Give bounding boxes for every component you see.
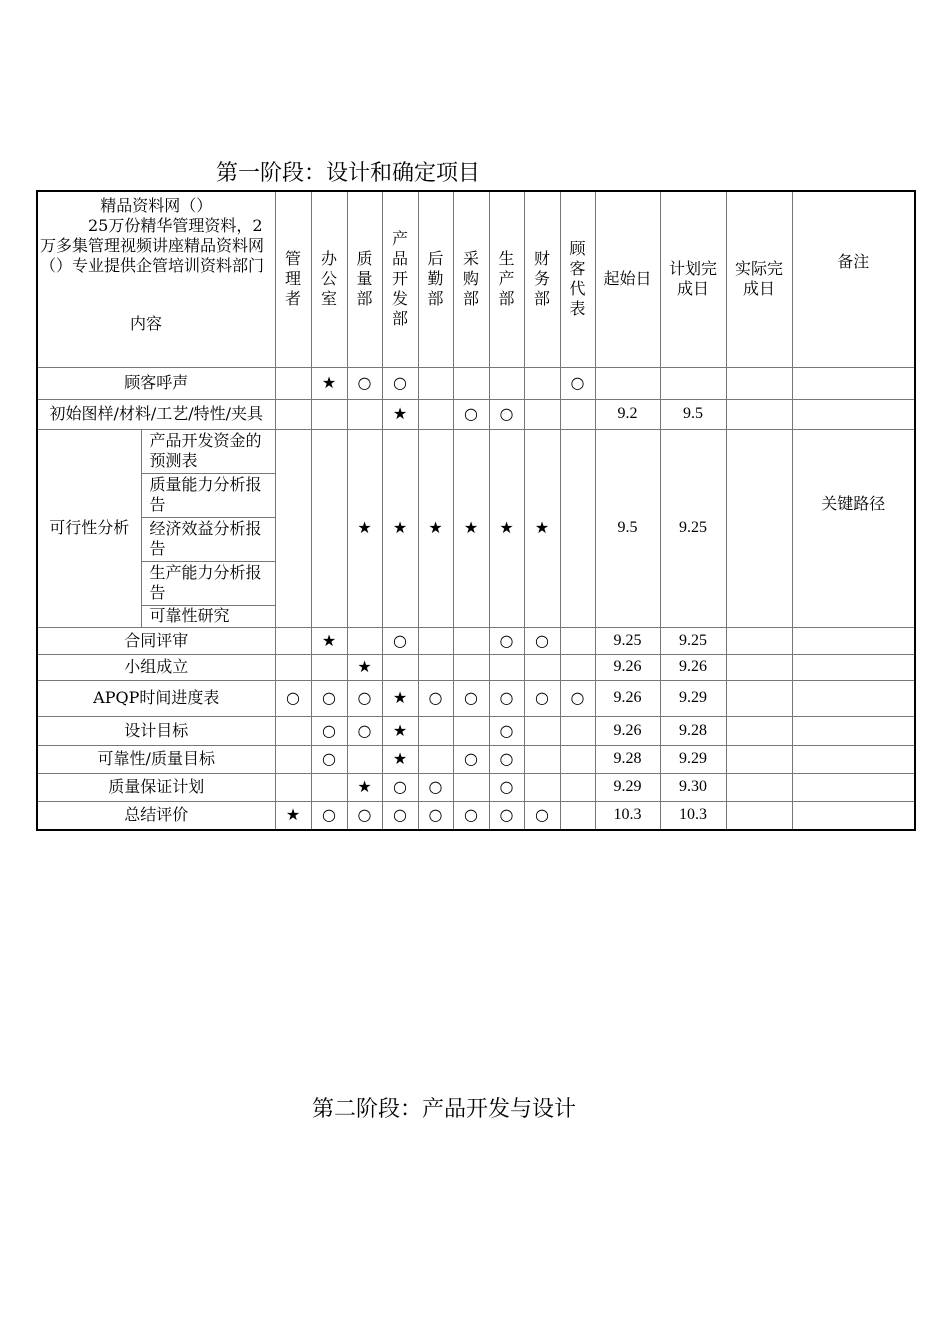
dept-mark	[524, 773, 560, 801]
dept-mark: ★	[524, 429, 560, 627]
start-date: 9.25	[595, 627, 660, 654]
dept-mark: ★	[418, 429, 453, 627]
dept-mark	[418, 399, 453, 429]
planned-completion: 9.5	[660, 399, 726, 429]
actual-completion	[726, 801, 792, 830]
dept-header-manager: 管理者	[275, 191, 311, 367]
start-date: 9.29	[595, 773, 660, 801]
dept-mark	[275, 367, 311, 399]
row-label: 合同评审	[37, 627, 275, 654]
dept-header-production: 生产部	[489, 191, 524, 367]
dept-mark	[489, 367, 524, 399]
dept-mark	[347, 627, 382, 654]
dept-mark: ○	[524, 627, 560, 654]
table-row	[37, 801, 915, 830]
dept-mark	[418, 716, 453, 745]
row-label: 初始图样/材料/工艺/特性/夹具	[37, 399, 275, 429]
dept-mark: ○	[382, 627, 418, 654]
remark	[792, 745, 915, 773]
dept-mark: ★	[311, 367, 347, 399]
dept-mark	[524, 654, 560, 680]
remark	[792, 627, 915, 654]
dept-mark: ○	[524, 680, 560, 716]
dept-mark: ○	[560, 367, 595, 399]
dept-header-finance: 财务部	[524, 191, 560, 367]
start-date: 9.26	[595, 680, 660, 716]
table-row	[37, 627, 915, 654]
dept-mark: ○	[382, 773, 418, 801]
dept-mark: ○	[489, 627, 524, 654]
remark	[792, 716, 915, 745]
dept-header-customer-rep: 顾客代表	[560, 191, 595, 367]
stage2-title: 第二阶段：产品开发与设计	[312, 1097, 577, 1122]
row-label: 设计目标	[37, 716, 275, 745]
start-date: 9.26	[595, 716, 660, 745]
actual-completion	[726, 627, 792, 654]
dept-mark: ○	[560, 680, 595, 716]
dept-mark: ○	[347, 801, 382, 830]
dept-header-logistics: 后勤部	[418, 191, 453, 367]
feasibility-sub-item: 生产能力分析报告	[141, 561, 275, 605]
planned-completion: 9.25	[660, 429, 726, 627]
actual-completion	[726, 716, 792, 745]
dept-mark	[275, 716, 311, 745]
dept-header-office: 办公室	[311, 191, 347, 367]
feasibility-sub-item: 产品开发资金的预测表	[141, 429, 275, 473]
dept-mark	[560, 745, 595, 773]
remark	[792, 680, 915, 716]
dept-mark	[453, 716, 489, 745]
dept-mark	[453, 367, 489, 399]
project-plan-table	[36, 190, 916, 831]
dept-mark: ○	[347, 716, 382, 745]
row-label: 可靠性/质量目标	[37, 745, 275, 773]
dept-mark: ○	[418, 680, 453, 716]
start-date-header: 起始日	[595, 191, 660, 367]
planned-completion: 9.29	[660, 745, 726, 773]
dept-header-purchasing: 采购部	[453, 191, 489, 367]
dept-mark	[453, 654, 489, 680]
actual-completion	[726, 429, 792, 627]
dept-mark: ○	[347, 680, 382, 716]
dept-mark	[489, 654, 524, 680]
dept-mark: ★	[382, 399, 418, 429]
dept-mark	[347, 745, 382, 773]
dept-mark: ○	[489, 716, 524, 745]
row-label: 顾客呼声	[37, 367, 275, 399]
dept-mark	[453, 627, 489, 654]
dept-mark: ○	[489, 745, 524, 773]
dept-mark	[560, 429, 595, 627]
remark	[792, 367, 915, 399]
remark	[792, 654, 915, 680]
dept-mark: ○	[489, 399, 524, 429]
start-date: 10.3	[595, 801, 660, 830]
table-row	[37, 399, 915, 429]
header-content-label: 内容	[130, 314, 163, 333]
planned-completion	[660, 367, 726, 399]
table-row	[37, 680, 915, 716]
dept-mark: ○	[382, 367, 418, 399]
actual-completion	[726, 367, 792, 399]
dept-mark	[311, 429, 347, 627]
dept-mark	[453, 773, 489, 801]
planned-completion: 9.29	[660, 680, 726, 716]
actual-completion	[726, 680, 792, 716]
dept-mark	[275, 627, 311, 654]
planned-completion: 9.25	[660, 627, 726, 654]
planned-completion: 9.26	[660, 654, 726, 680]
dept-mark: ○	[311, 680, 347, 716]
planned-completion-header: 计划完成日	[660, 191, 726, 367]
stage1-title: 第一阶段：设计和确定项目	[216, 161, 481, 186]
table-row	[37, 716, 915, 745]
dept-mark: ★	[347, 654, 382, 680]
actual-completion-header: 实际完成日	[726, 191, 792, 367]
dept-mark: ○	[418, 773, 453, 801]
table-row	[37, 654, 915, 680]
dept-mark	[275, 773, 311, 801]
remark	[792, 399, 915, 429]
dept-mark: ○	[489, 680, 524, 716]
dept-mark: ★	[453, 429, 489, 627]
dept-mark	[524, 745, 560, 773]
dept-mark: ★	[382, 680, 418, 716]
dept-mark	[560, 627, 595, 654]
feasibility-sub-item: 可靠性研究	[141, 605, 275, 627]
dept-mark: ★	[275, 801, 311, 830]
dept-mark	[560, 716, 595, 745]
start-date	[595, 367, 660, 399]
dept-mark	[275, 654, 311, 680]
dept-mark	[275, 745, 311, 773]
header-row	[37, 191, 915, 367]
remark	[792, 773, 915, 801]
dept-mark: ○	[382, 801, 418, 830]
start-date: 9.5	[595, 429, 660, 627]
header-content-cell	[37, 191, 275, 367]
dept-mark: ★	[347, 429, 382, 627]
dept-mark: ○	[418, 801, 453, 830]
feasibility-label: 可行性分析	[37, 429, 141, 627]
start-date: 9.26	[595, 654, 660, 680]
dept-mark: ○	[311, 801, 347, 830]
dept-mark	[311, 773, 347, 801]
actual-completion	[726, 399, 792, 429]
row-label: 总结评价	[37, 801, 275, 830]
dept-mark: ★	[382, 745, 418, 773]
table-row	[37, 367, 915, 399]
planned-completion: 10.3	[660, 801, 726, 830]
dept-mark: ★	[382, 716, 418, 745]
dept-mark: ○	[311, 716, 347, 745]
dept-mark: ○	[489, 773, 524, 801]
start-date: 9.28	[595, 745, 660, 773]
feasibility-sub-item: 经济效益分析报告	[141, 517, 275, 561]
dept-mark: ★	[311, 627, 347, 654]
dept-mark: ○	[311, 745, 347, 773]
dept-mark	[311, 654, 347, 680]
dept-mark	[560, 399, 595, 429]
row-label: 质量保证计划	[37, 773, 275, 801]
dept-mark	[382, 654, 418, 680]
row-label: APQP时间进度表	[37, 680, 275, 716]
row-label: 小组成立	[37, 654, 275, 680]
dept-mark: ○	[275, 680, 311, 716]
dept-mark	[347, 399, 382, 429]
dept-header-quality: 质量部	[347, 191, 382, 367]
actual-completion	[726, 773, 792, 801]
table-row	[37, 745, 915, 773]
dept-mark	[418, 654, 453, 680]
start-date: 9.2	[595, 399, 660, 429]
remark-critical-path: 关键路径	[792, 429, 915, 627]
dept-mark	[524, 367, 560, 399]
dept-mark: ○	[489, 801, 524, 830]
dept-mark	[560, 801, 595, 830]
feasibility-row	[37, 429, 915, 473]
dept-mark	[524, 399, 560, 429]
dept-mark: ○	[453, 801, 489, 830]
feasibility-sub-item: 质量能力分析报告	[141, 473, 275, 517]
dept-header-product-dev: 产品开发部	[382, 191, 418, 367]
remark	[792, 801, 915, 830]
header-description: 25万份精华管理资料，2万多集管理视频讲座精品资料网（）专业提供企管培训资料部门	[40, 216, 265, 275]
dept-mark	[275, 399, 311, 429]
dept-mark	[418, 627, 453, 654]
dept-mark: ○	[453, 745, 489, 773]
actual-completion	[726, 745, 792, 773]
dept-mark: ○	[524, 801, 560, 830]
dept-mark	[311, 399, 347, 429]
dept-mark	[418, 745, 453, 773]
table-row	[37, 773, 915, 801]
dept-mark	[275, 429, 311, 627]
dept-mark: ★	[347, 773, 382, 801]
dept-mark	[524, 716, 560, 745]
planned-completion: 9.28	[660, 716, 726, 745]
dept-mark: ○	[347, 367, 382, 399]
remark-header: 备注	[792, 191, 915, 367]
header-title: 精品资料网（）	[100, 196, 213, 215]
dept-mark	[560, 773, 595, 801]
dept-mark: ★	[382, 429, 418, 627]
dept-mark: ★	[489, 429, 524, 627]
dept-mark: ○	[453, 399, 489, 429]
dept-mark	[560, 654, 595, 680]
dept-mark	[418, 367, 453, 399]
actual-completion	[726, 654, 792, 680]
planned-completion: 9.30	[660, 773, 726, 801]
dept-mark: ○	[453, 680, 489, 716]
